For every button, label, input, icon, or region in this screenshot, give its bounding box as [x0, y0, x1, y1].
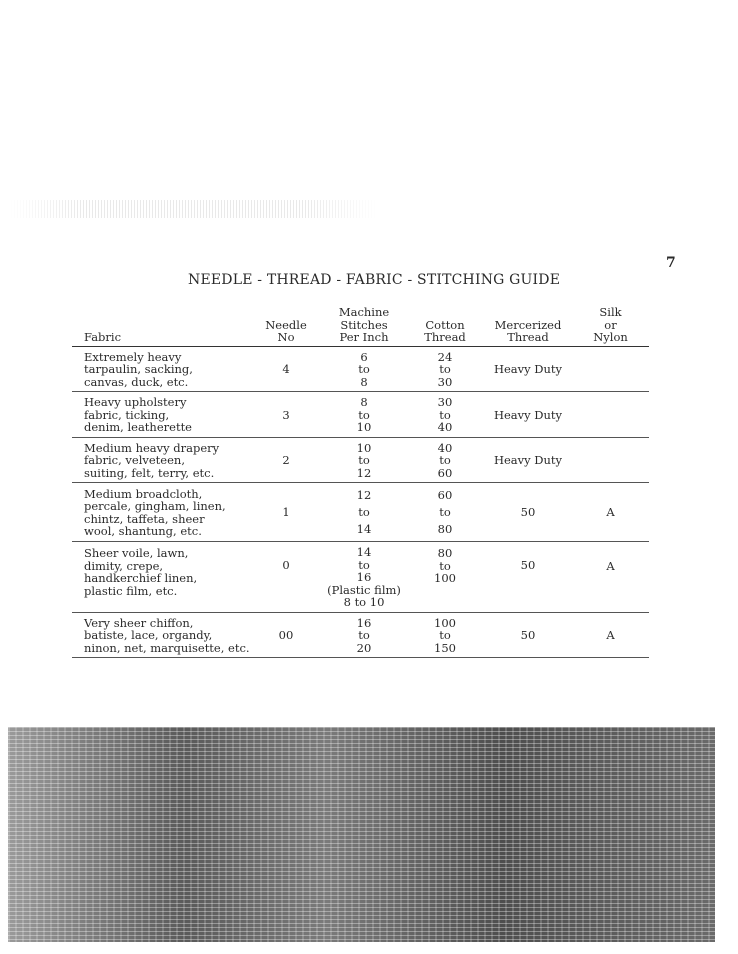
cotton-cell: 80 to 100 [406, 542, 484, 613]
silk-cell: A [572, 542, 649, 613]
needle-cell: 00 [250, 612, 322, 658]
cotton-cell: 100 to 150 [406, 612, 484, 658]
table-row [72, 483, 649, 542]
stitches-cell: 16 to 20 [322, 612, 406, 658]
mercerized-cell: 50 [484, 542, 572, 613]
fabric-cell: Medium broadcloth, percale, gingham, linen, chintz, taffeta, sheer wool, shantung, etc. [72, 483, 250, 542]
fabric-cell: Heavy upholstery fabric, ticking, denim, leatherette [72, 392, 250, 438]
silk-cell [572, 437, 649, 483]
needle-cell: 4 [250, 346, 322, 392]
fabric-cell: Medium heavy drapery fabric, velveteen, suiting, felt, terry, etc. [72, 437, 250, 483]
header-row [72, 306, 649, 346]
table-row [72, 346, 649, 392]
mercerized-cell: 50 [484, 612, 572, 658]
stitching-guide-table [72, 306, 649, 658]
mercerized-cell: Heavy Duty [484, 392, 572, 438]
stitches-cell: 10 to 12 [322, 437, 406, 483]
header-fabric: Fabric [72, 306, 250, 346]
needle-cell: 3 [250, 392, 322, 438]
header-silk: Silk or Nylon [572, 306, 649, 346]
scan-noise-top [8, 200, 378, 218]
mercerized-cell: Heavy Duty [484, 437, 572, 483]
mercerized-cell: Heavy Duty [484, 346, 572, 392]
silk-cell: A [572, 483, 649, 542]
table-row [72, 542, 649, 613]
fabric-cell: Very sheer chiffon, batiste, lace, organdy, ninon, net, marquisette, etc. [72, 612, 250, 658]
scan-artifact-dark-band [8, 727, 715, 942]
page-number: 7 [666, 255, 676, 271]
stitches-cell: 12 to 14 [322, 483, 406, 542]
cotton-cell: 30 to 40 [406, 392, 484, 438]
silk-cell [572, 346, 649, 392]
needle-cell: 1 [250, 483, 322, 542]
table-row [72, 437, 649, 483]
header-stitches: Machine Stitches Per Inch [322, 306, 406, 346]
silk-cell: A [572, 612, 649, 658]
header-cotton: Cotton Thread [406, 306, 484, 346]
needle-cell: 2 [250, 437, 322, 483]
cotton-cell: 40 to 60 [406, 437, 484, 483]
fabric-cell: Extremely heavy tarpaulin, sacking, canvas, duck, etc. [72, 346, 250, 392]
cotton-cell: 60 to 80 [406, 483, 484, 542]
cotton-cell: 24 to 30 [406, 346, 484, 392]
stitches-cell: 8 to 10 [322, 392, 406, 438]
silk-cell [572, 392, 649, 438]
header-needle: Needle No [250, 306, 322, 346]
header-mercerized: Mercerized Thread [484, 306, 572, 346]
mercerized-cell: 50 [484, 483, 572, 542]
table-row [72, 612, 649, 658]
page-title: NEEDLE - THREAD - FABRIC - STITCHING GUIDE [188, 272, 561, 288]
stitches-cell: 6 to 8 [322, 346, 406, 392]
needle-cell: 0 [250, 542, 322, 613]
stitches-cell: 14 to 16 (Plastic film) 8 to 10 [322, 542, 406, 613]
fabric-cell: Sheer voile, lawn, dimity, crepe, handkerchief linen, plastic film, etc. [72, 542, 250, 613]
table-row [72, 392, 649, 438]
